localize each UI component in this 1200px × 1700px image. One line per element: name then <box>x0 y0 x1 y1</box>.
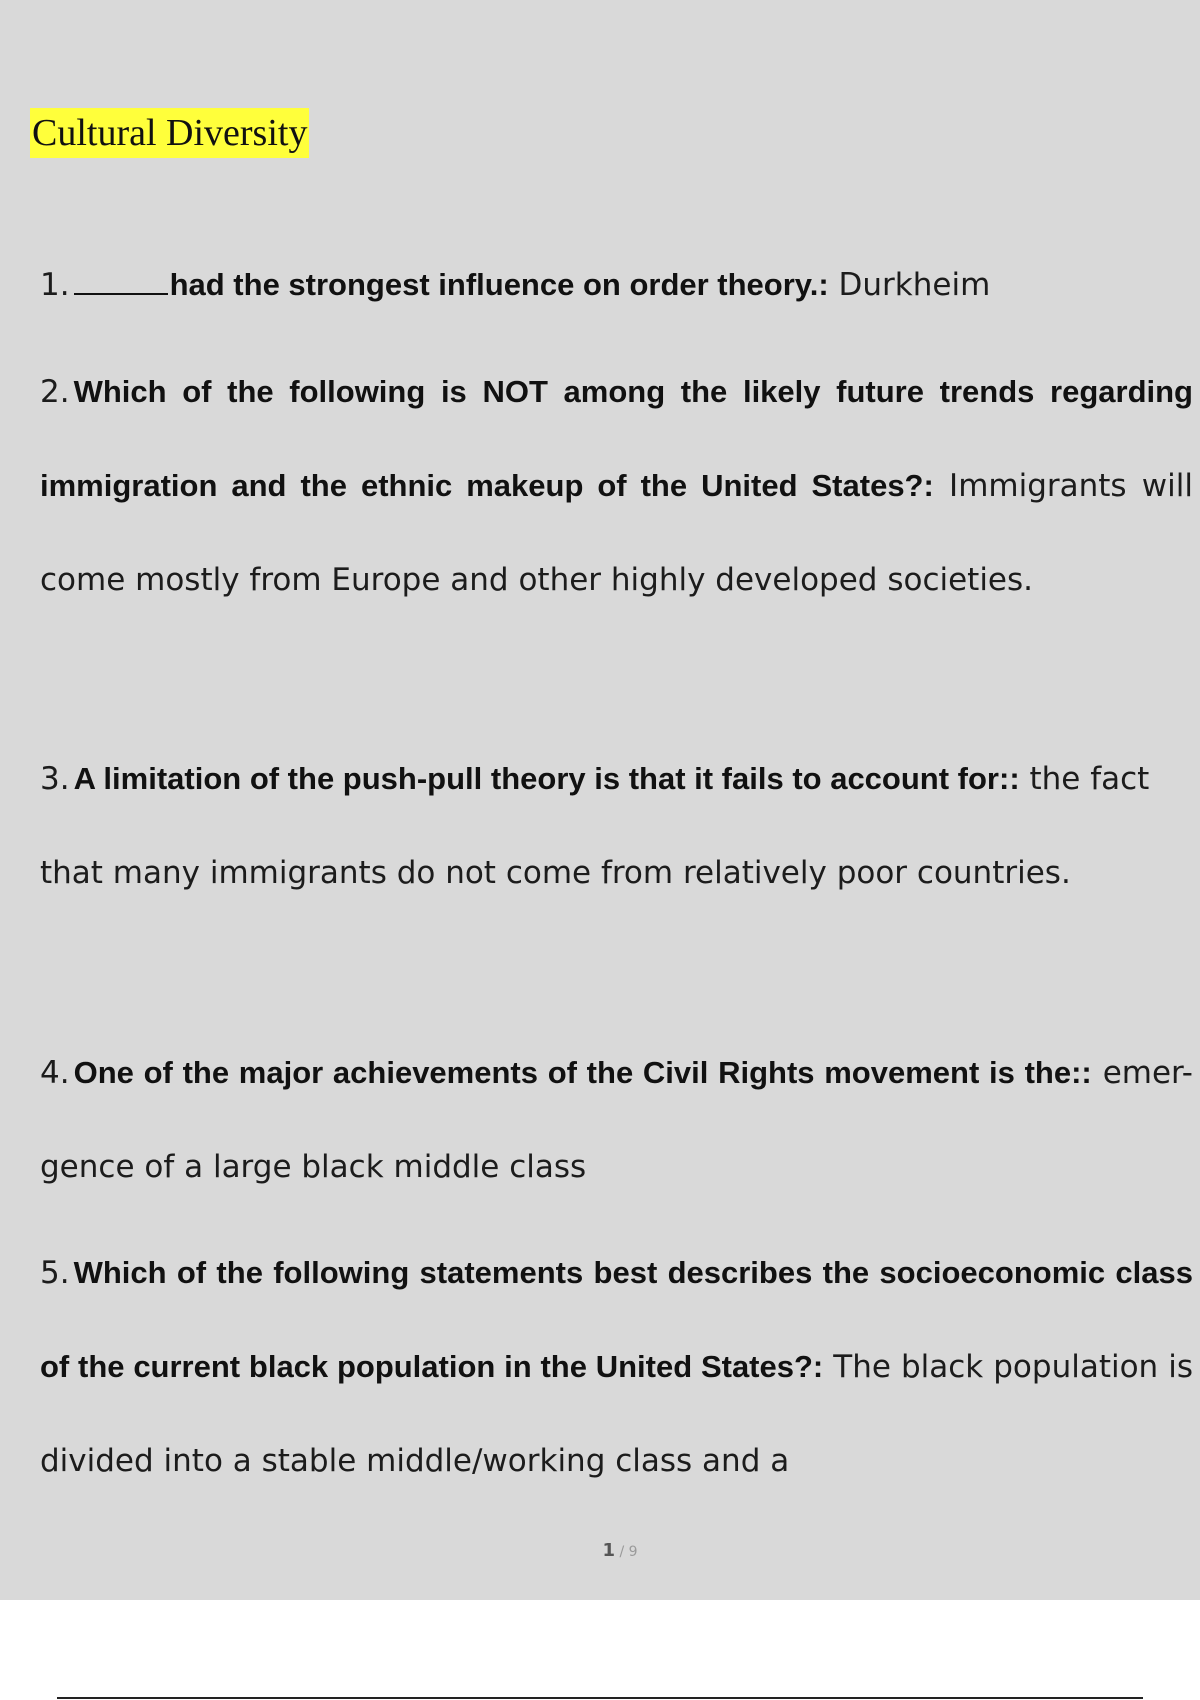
question-answer: emer- gence of a large black middle class <box>40 1055 1193 1185</box>
question-number: 1. <box>40 267 70 303</box>
fill-in-blank <box>74 265 168 295</box>
question-answer: Durkheim <box>828 267 991 303</box>
question-prompt: A limitation of the push-pull theory is that it fails to account for:: <box>73 761 1020 796</box>
page-indicator <box>0 1540 1200 1561</box>
question-2 <box>40 345 1193 627</box>
question-prompt: One of the major achievements of the Civil Rights movement is the:: <box>73 1055 1092 1090</box>
question-number: 4. <box>40 1055 70 1091</box>
question-answer: The black population is divided into a stable middle/working class and a <box>40 1349 1193 1479</box>
page-separator: / <box>619 1544 625 1560</box>
question-5 <box>40 1226 1193 1508</box>
question-prompt: had the strongest influence on order theory.: <box>169 267 829 302</box>
question-4 <box>40 1026 1193 1214</box>
question-answer: Immigrants will come mostly from Europe and other highly developed societies. <box>40 468 1193 598</box>
question-prompt: Which of the following statements best describes the socioeconomic class of the current black population in the United States?: <box>40 1255 1193 1384</box>
question-number: 3. <box>40 761 70 797</box>
question-1 <box>40 238 1193 332</box>
question-3 <box>40 732 1193 920</box>
question-number: 2. <box>40 374 70 410</box>
current-page-number: 1 <box>602 1540 615 1561</box>
total-page-count: 9 <box>628 1544 638 1560</box>
question-number: 5. <box>40 1255 70 1291</box>
question-answer: the fact that many immigrants do not come from relatively poor countries. <box>40 761 1150 891</box>
document-title: Cultural Diversity <box>30 108 309 158</box>
question-prompt: Which of the following is NOT among the likely future trends regarding immigration and the ethnic makeup of the United States?: <box>40 374 1193 503</box>
next-page-divider <box>57 1697 1143 1699</box>
